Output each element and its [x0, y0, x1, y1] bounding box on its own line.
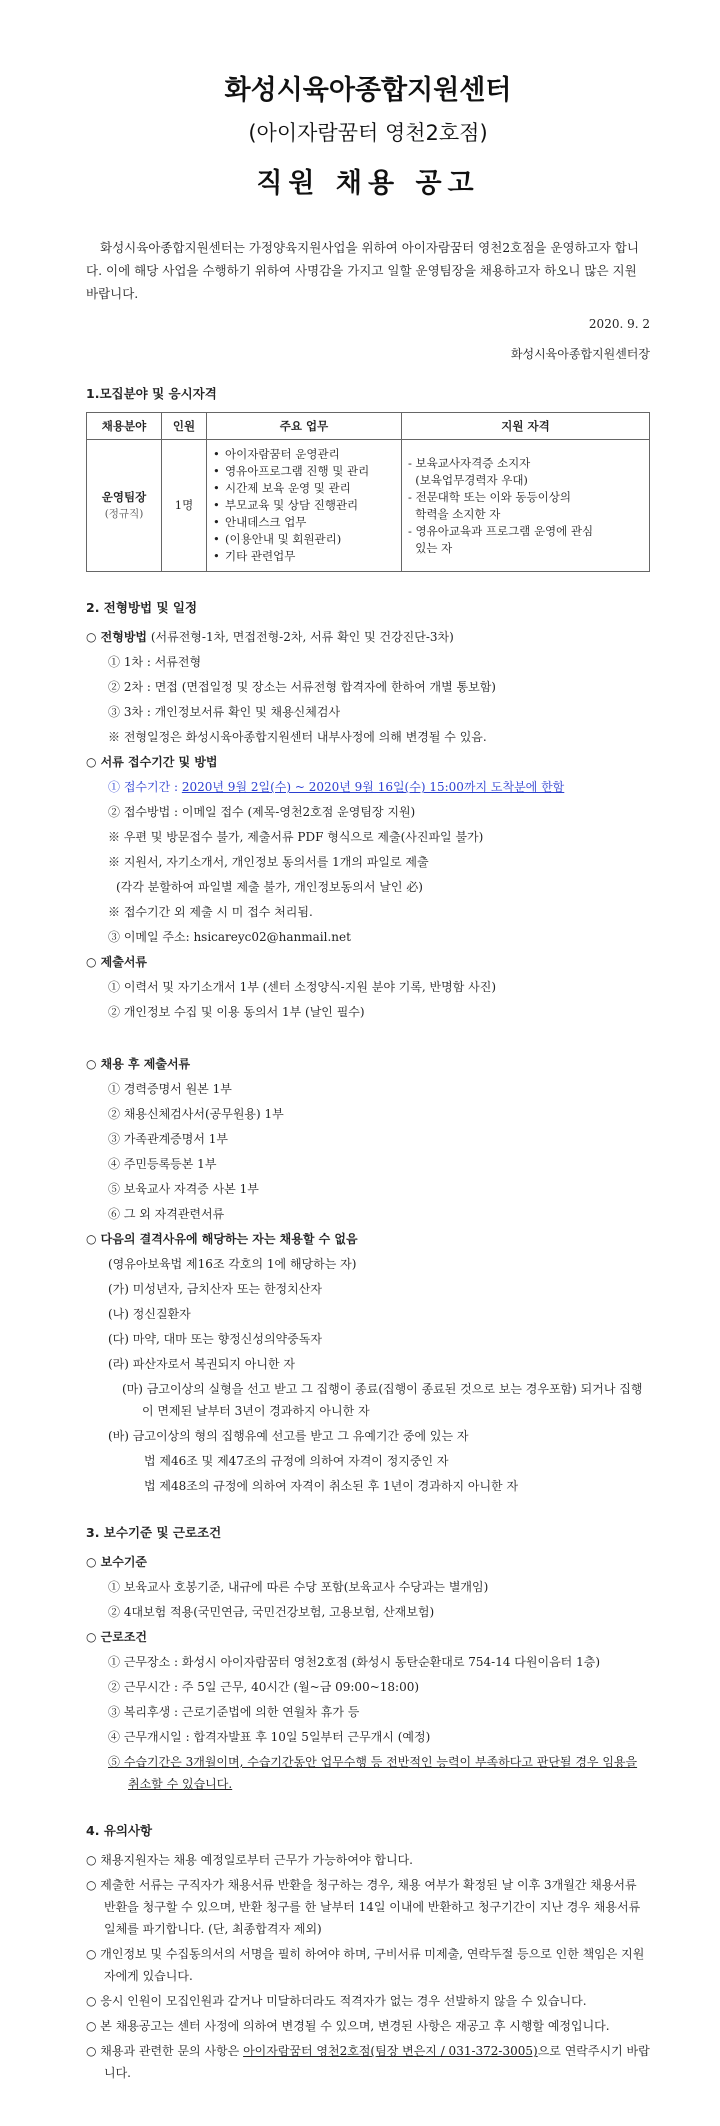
list-item: • 시간제 보육 운영 및 관리	[213, 480, 395, 497]
period-value: 2020년 9월 2일(수) ~ 2020년 9월 16일(수) 15:00까지 도착분에 한함	[181, 780, 565, 794]
work-line: ③ 복리후생 : 근로기준법에 의한 연월차 휴가 등	[108, 1705, 360, 1719]
table-header: 주요 업무	[207, 413, 402, 440]
after-doc-line: ① 경력증명서 원본 1부	[108, 1082, 232, 1096]
qualification-line: - 전문대학 또는 이와 동등이상의	[408, 489, 571, 504]
receipt-title: ○ 서류 접수기간 및 방법	[86, 755, 218, 769]
work-line: ② 근무시간 : 주 5일 근무, 40시간 (월~금 09:00~18:00)	[108, 1680, 420, 1694]
list-item-continued: • (이용안내 및 회원관리)	[213, 531, 395, 548]
qualification-line: (보육업무경력자 우대)	[408, 472, 528, 487]
disqualification-item: (라) 파산자로서 복권되지 아니한 자	[108, 1357, 295, 1371]
table-header: 채용분야	[87, 413, 162, 440]
step-line: ① 1차 : 서류전형	[108, 655, 202, 669]
after-docs-title: ○ 채용 후 제출서류	[86, 1057, 191, 1071]
after-doc-line: ⑤ 보육교사 자격증 사본 1부	[108, 1182, 259, 1196]
contact-value: 아이자람꿈터 영천2호점(팀장 변은지 / 031-372-3005)	[243, 2044, 538, 2058]
notice-title: 직원 채용 공고	[256, 168, 480, 199]
period-line	[86, 776, 650, 798]
method-text: (서류전형-1차, 면접전형-2차, 서류 확인 및 건강진단-3차)	[147, 630, 454, 644]
docs-title: ○ 제출서류	[86, 955, 148, 969]
table-header: 지원 자격	[402, 413, 650, 440]
email-line: ③ 이메일 주소: hsicareyc02@hanmail.net	[108, 930, 351, 944]
intro-paragraph: 화성시육아종합지원센터는 가정양육지원사업을 위하여 아이자람꿈터 영천2호점을 운영하고자 합니다. 이에 해당 사업을 수행하기 위하여 사명감을 가지고 일할 운영팀장을 채용하고자 하오니 많은 지원 바랍니다.	[86, 240, 639, 301]
work-line: ① 근무장소 : 화성시 아이자람꿈터 영천2호점 (화성시 동탄순환대로 754-14 다원이음터 1층)	[108, 1655, 600, 1669]
doc-line: ② 개인정보 수집 및 이용 동의서 1부 (날인 필수)	[108, 1005, 365, 1019]
pay-line: ① 보육교사 호봉기준, 내규에 따른 수당 포함(보육교사 수당과는 별개임)	[108, 1580, 489, 1594]
list-item: • 기타 관련업무	[213, 548, 395, 565]
step-line: ③ 3차 : 개인정보서류 확인 및 채용신체검사	[108, 705, 341, 719]
notice-date: 2020. 9. 2	[588, 317, 650, 331]
period-label: ① 접수기간 :	[108, 780, 182, 794]
disqualification-item: (마) 금고이상의 실형을 선고 받고 그 집행이 종료(집행이 종료된 것으로 보는 경우포함) 되거나 집행이 면제된 날부터 3년이 경과하지 아니한 자	[122, 1382, 643, 1418]
contact-suffix: 으로 연락주시기 바랍니다.	[104, 2044, 650, 2080]
count-cell: 1명	[162, 440, 207, 572]
work-title: ○ 근로조건	[86, 1630, 148, 1644]
duties-list	[213, 446, 395, 565]
receipt-line: ※ 지원서, 자기소개서, 개인정보 동의서를 1개의 파일로 제출	[108, 855, 429, 869]
receipt-line: ※ 접수기간 외 제출 시 미 접수 처리됨.	[108, 905, 313, 919]
notice-org: 화성시육아종합지원센터장	[510, 347, 650, 361]
law-line: 법 제46조 및 제47조의 규정에 의하여 자격이 정지중인 자	[144, 1454, 449, 1468]
caution-item: ○ 응시 인원이 모집인원과 같거나 미달하더라도 적격자가 없는 경우 선발하지 않을 수 있습니다.	[86, 1994, 587, 2008]
disqualification-title: ○ 다음의 결격사유에 해당하는 자는 채용할 수 없음	[86, 1232, 358, 1246]
after-doc-line: ③ 가족관계증명서 1부	[108, 1132, 229, 1146]
list-item: • 아이자람꿈터 운영관리	[213, 446, 395, 463]
role-cell	[87, 440, 162, 572]
contact-prefix: ○ 채용과 관련한 문의 사항은	[86, 2044, 244, 2058]
list-item: • 안내데스크 업무	[213, 514, 395, 531]
method-line	[86, 626, 650, 648]
disqualification-intro: (영유아보육법 제16조 각호의 1에 해당하는 자)	[108, 1257, 357, 1271]
table-row	[87, 440, 650, 572]
law-line: 법 제48조의 규정에 의하여 자격이 취소된 후 1년이 경과하지 아니한 자	[144, 1479, 519, 1493]
after-doc-line: ② 채용신체검사서(공무원용) 1부	[108, 1107, 284, 1121]
caution-item: ○ 본 채용공고는 센터 사정에 의하여 변경될 수 있으며, 변경된 사항은 재공고 후 시행할 예정입니다.	[86, 2019, 610, 2033]
page-title: 화성시육아종합지원센터	[224, 75, 512, 106]
page-subtitle: (아이자람꿈터 영천2호점)	[248, 121, 488, 145]
qualification-line: - 영유아교육과 프로그램 운영에 관심	[408, 523, 594, 538]
pay-line: ② 4대보험 적용(국민연금, 국민건강보험, 고용보험, 산재보험)	[108, 1605, 435, 1619]
disqualification-item: (바) 금고이상의 형의 집행유예 선고를 받고 그 유예기간 중에 있는 자	[108, 1429, 469, 1443]
probation-line: ⑤ 수습기간은 3개월이며, 수습기간동안 업무수행 등 전반적인 능력이 부족하다고 판단될 경우 임용을 취소할 수 있습니다.	[108, 1755, 638, 1791]
after-doc-line: ⑥ 그 외 자격관련서류	[108, 1207, 225, 1221]
role-type: (정규직)	[104, 507, 144, 520]
section-4-title: 4. 유의사항	[86, 1823, 153, 1838]
contact-line	[86, 2040, 650, 2084]
step-line: ② 2차 : 면접 (면접일정 및 장소는 서류전형 합격자에 한하여 개별 통보함)	[108, 680, 496, 694]
caution-item: ○ 채용지원자는 채용 예정일로부터 근무가 가능하여야 합니다.	[86, 1853, 413, 1867]
qualification-line: 있는 자	[408, 540, 453, 555]
qualification-line: - 보육교사자격증 소지자	[408, 455, 531, 470]
pay-title: ○ 보수기준	[86, 1555, 148, 1569]
after-doc-line: ④ 주민등록등본 1부	[108, 1157, 217, 1171]
section-3-title: 3. 보수기준 및 근로조건	[86, 1525, 222, 1540]
role-name: 운영팀장	[101, 489, 147, 504]
qualification-line: 학력을 소지한 자	[408, 506, 501, 521]
caution-item: ○ 개인정보 및 수집동의서의 서명을 필히 하여야 하며, 구비서류 미제출, 연락두절 등으로 인한 책임은 지원자에게 있습니다.	[86, 1947, 645, 1983]
list-item: • 영유아프로그램 진행 및 관리	[213, 463, 395, 480]
note-line: ※ 전형일정은 화성시육아종합지원센터 내부사정에 의해 변경될 수 있음.	[108, 730, 487, 744]
doc-line: ① 이력서 및 자기소개서 1부 (센터 소정양식-지원 분야 기록, 반명함 사진)	[108, 980, 496, 994]
disqualification-item: (가) 미성년자, 금치산자 또는 한정치산자	[108, 1282, 322, 1296]
table-header: 인원	[162, 413, 207, 440]
work-line: ④ 근무개시일 : 합격자발표 후 10일 5일부터 근무개시 (예정)	[108, 1730, 431, 1744]
section-1-title: 1.모집분야 및 응시자격	[86, 386, 217, 401]
qualification-cell	[402, 440, 650, 572]
caution-item: ○ 제출한 서류는 구직자가 채용서류 반환을 청구하는 경우, 채용 여부가 확정된 날 이후 3개월간 채용서류 반환을 청구할 수 있으며, 반환 청구를 한 날부터 14일 이내에 반환하고 청구기간이 지난 경우 채용서류 일체를 파기합니다. (단, 최종합격자 제외)	[86, 1878, 641, 1936]
recruitment-table	[86, 412, 650, 572]
receipt-line: ② 접수방법 : 이메일 접수 (제목-영천2호점 운영팀장 지원)	[108, 805, 416, 819]
disqualification-item: (나) 정신질환자	[108, 1307, 191, 1321]
receipt-line: (각각 분할하여 파일별 제출 불가, 개인정보동의서 날인 必)	[116, 880, 423, 894]
section-2-title: 2. 전형방법 및 일정	[86, 600, 198, 615]
receipt-line: ※ 우편 및 방문접수 불가, 제출서류 PDF 형식으로 제출(사진파일 불가)	[108, 830, 484, 844]
list-item: • 부모교육 및 상담 진행관리	[213, 497, 395, 514]
duties-cell	[207, 440, 402, 572]
disqualification-item: (다) 마약, 대마 또는 향정신성의약중독자	[108, 1332, 322, 1346]
method-label: ○ 전형방법	[86, 630, 148, 644]
